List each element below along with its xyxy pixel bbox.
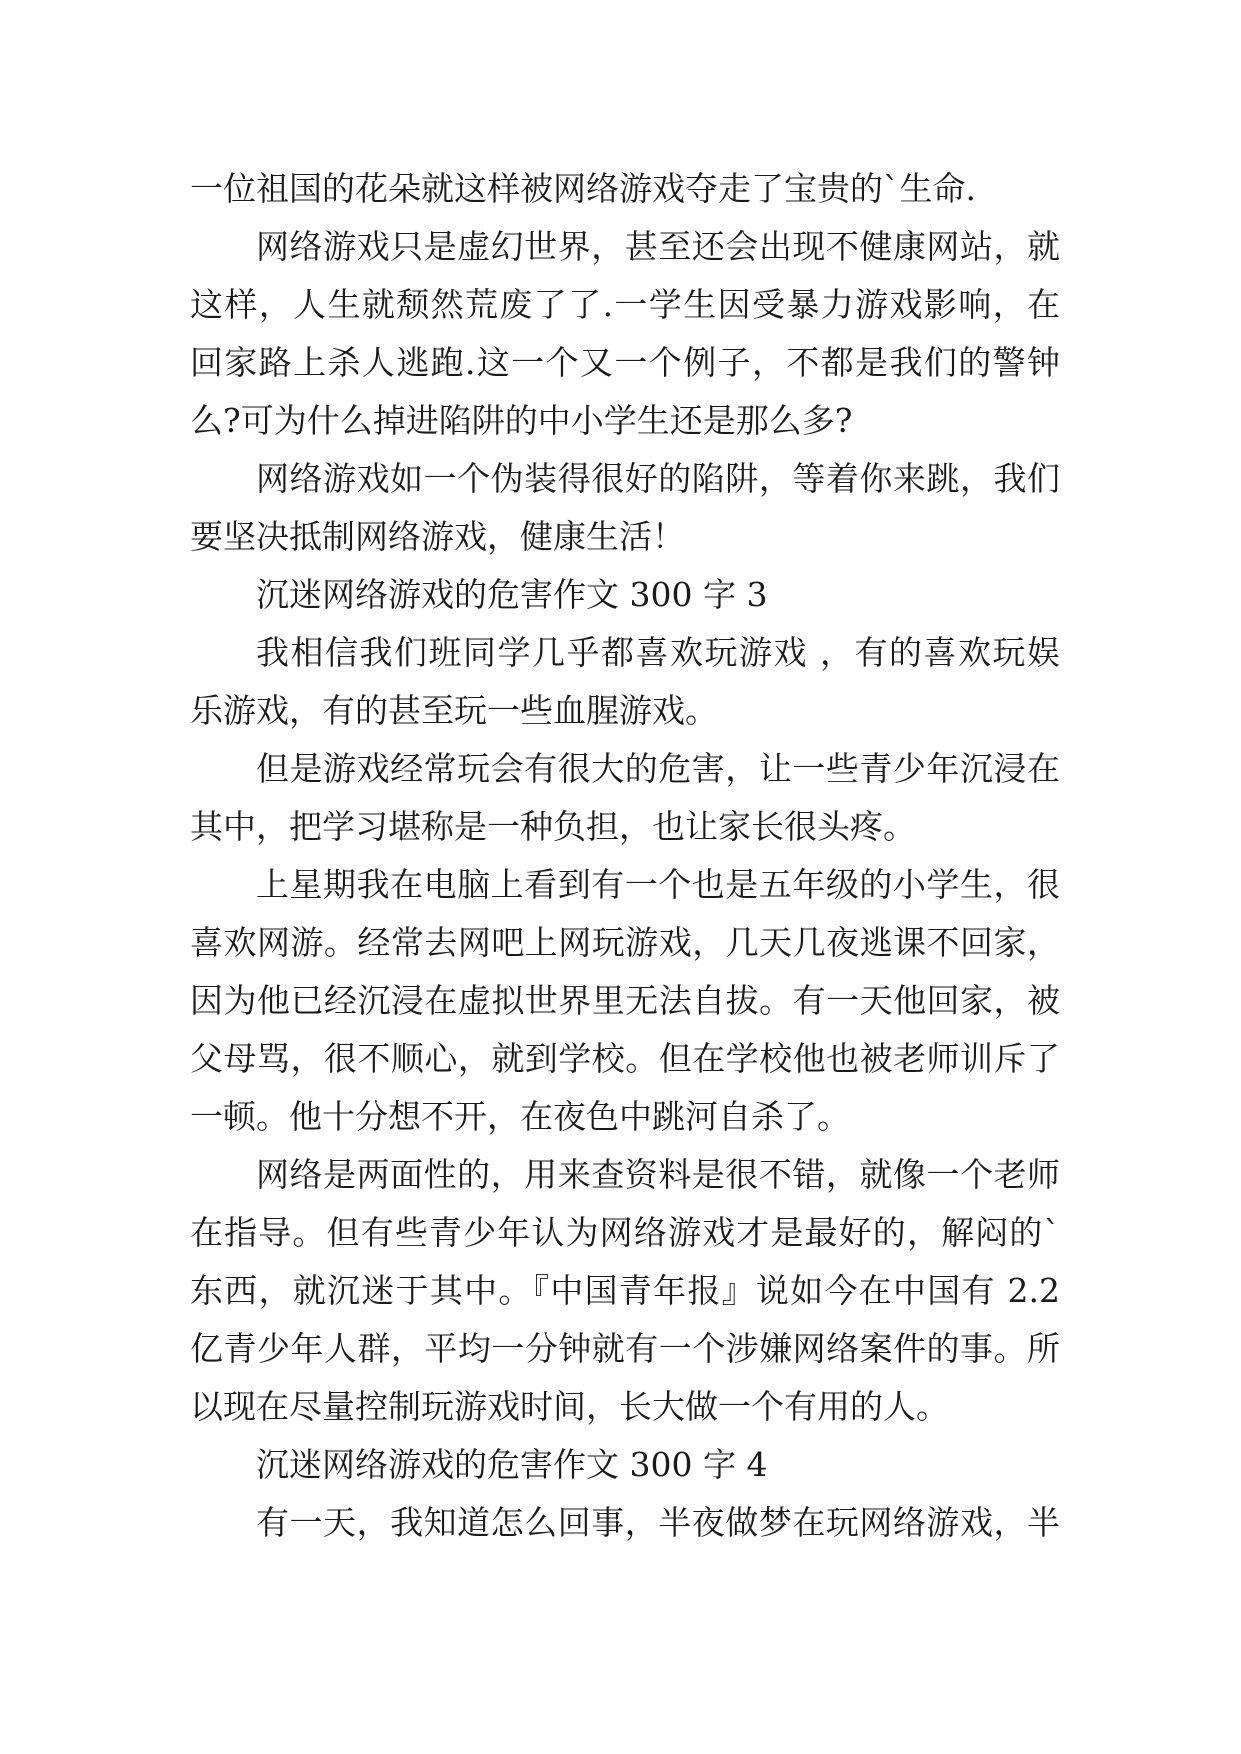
text-line: 网络是两面性的，用来查资料是很不错，就像一个老师 bbox=[256, 1155, 1060, 1194]
text-line: 这样，人生就颓然荒废了了.一学生因受暴力游戏影响，在 bbox=[190, 285, 1060, 324]
text-line: 以现在尽量控制玩游戏时间，长大做一个有用的人。 bbox=[190, 1387, 949, 1426]
text-line: 喜欢网游。经常去网吧上网玩游戏，几天几夜逃课不回家， bbox=[190, 923, 1060, 962]
text-line: 一顿。他十分想不开，在夜色中跳河自杀了。 bbox=[190, 1097, 850, 1136]
text-line: 有一天，我知道怎么回事，半夜做梦在玩网络游戏，半 bbox=[256, 1503, 1060, 1542]
text-line: 乐游戏，有的甚至玩一些血腥游戏。 bbox=[190, 691, 718, 730]
text-line: 亿青少年人群，平均一分钟就有一个涉嫌网络案件的事。所 bbox=[190, 1329, 1060, 1368]
text-line: 其中，把学习堪称是一种负担，也让家长很头疼。 bbox=[190, 807, 916, 846]
text-line: 我相信我们班同学几乎都喜欢玩游戏 ，有的喜欢玩娱 bbox=[256, 633, 1060, 672]
text-line: 一位祖国的花朵就这样被网络游戏夺走了宝贵的`生命. bbox=[190, 169, 976, 208]
text-line: 网络游戏如一个伪装得很好的陷阱，等着你来跳，我们 bbox=[256, 459, 1060, 498]
text-line: 回家路上杀人逃跑.这一个又一个例子，不都是我们的警钟 bbox=[190, 343, 1060, 382]
text-line: 因为他已经沉浸在虚拟世界里无法自拔。有一天他回家，被 bbox=[190, 981, 1060, 1020]
essay-text bbox=[190, 160, 1060, 1552]
text-line: 在指导。但有些青少年认为网络游戏才是最好的，解闷的` bbox=[190, 1213, 1060, 1252]
text-line: 么?可为什么掉进陷阱的中小学生还是那么多? bbox=[190, 401, 853, 440]
section-heading: 沉迷网络游戏的危害作文 300 字 4 bbox=[256, 1445, 768, 1484]
text-line: 父母骂，很不顺心，就到学校。但在学校他也被老师训斥了 bbox=[190, 1039, 1060, 1078]
text-line: 东西，就沉迷于其中。『中国青年报』说如今在中国有 2.2 bbox=[190, 1271, 1060, 1310]
text-line: 网络游戏只是虚幻世界，甚至还会出现不健康网站，就 bbox=[256, 227, 1060, 266]
section-heading: 沉迷网络游戏的危害作文 300 字 3 bbox=[256, 575, 768, 614]
text-line: 上星期我在电脑上看到有一个也是五年级的小学生，很 bbox=[256, 865, 1060, 904]
text-line: 要坚决抵制网络游戏，健康生活！ bbox=[190, 517, 685, 556]
text-line: 但是游戏经常玩会有很大的危害，让一些青少年沉浸在 bbox=[256, 749, 1060, 788]
